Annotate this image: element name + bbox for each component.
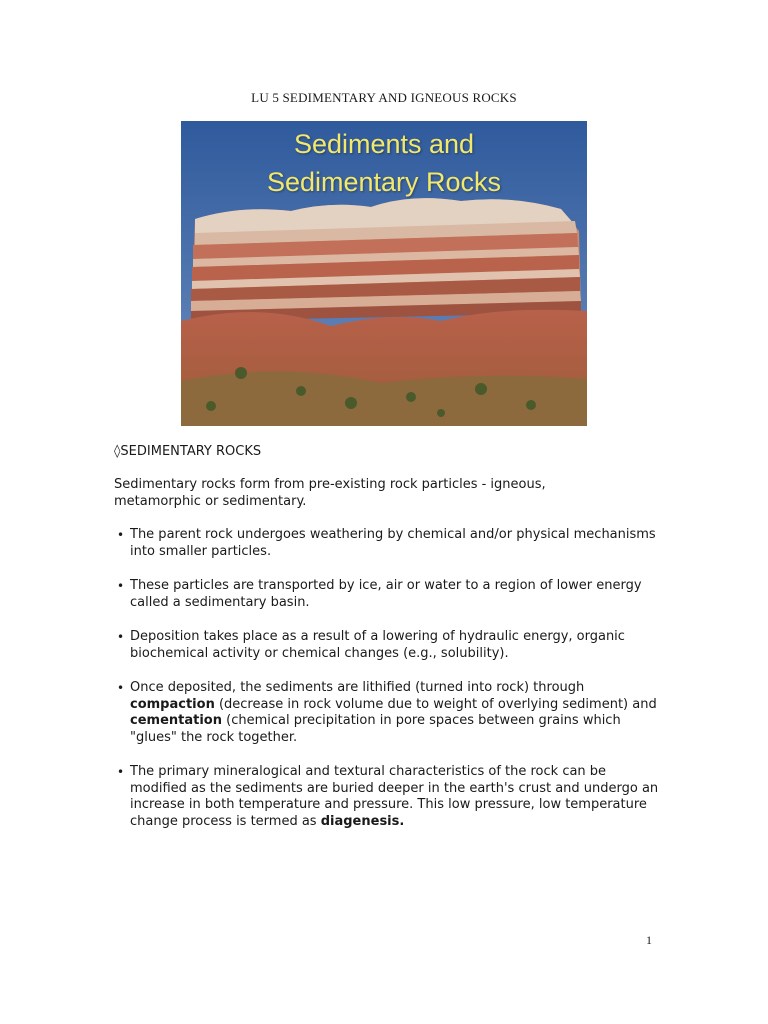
list-item [114,764,659,830]
bullet-text: (chemical precipitation in pore spaces between grains which "glues" the rock together. [130,713,621,745]
bullet-marker: • [117,579,125,593]
sedimentary-rocks-photo [181,121,587,426]
photo-caption [181,125,587,201]
bullet-text: These particles are transported by ice, air or water to a region of lower energy called a sedimentary basin. [130,578,642,610]
term-diagenesis: diagenesis. [320,813,405,829]
bullet-marker: • [117,681,125,695]
list-item [114,629,659,662]
bullet-list [114,527,659,848]
list-item [114,578,659,611]
list-item [114,680,659,746]
page-number: 1 [646,933,652,947]
intro-paragraph: Sedimentary rocks form from pre-existing rock particles - igneous, metamorphic or sedimentary. [114,477,546,509]
page-title: LU 5 SEDIMENTARY AND IGNEOUS ROCKS [251,90,517,105]
bullet-marker: • [117,630,125,644]
bullet-marker: • [117,765,125,779]
bullet-text: (decrease in rock volume due to weight of overlying sediment) and [214,696,657,712]
bullet-text: The primary mineralogical and textural characteristics of the rock can be modified as the sediments are buried deeper in the earth's crust and undergo an increase in both temperature and pressure. This low pressure, low temperature change process is termed as [130,764,659,829]
photo-caption-line-1: Sediments and [293,129,475,159]
photo-caption-line-2: Sedimentary Rocks [266,167,502,197]
bullet-text: Once deposited, the sediments are lithified (turned into rock) through [130,680,585,695]
term-cementation: cementation [130,713,222,728]
bullet-text: The parent rock undergoes weathering by chemical and/or physical mechanisms into smaller particles. [130,527,656,559]
bullet-text: Deposition takes place as a result of a lowering of hydraulic energy, organic biochemical activity or chemical changes (e.g., solubility). [130,629,625,661]
bullet-marker: • [117,528,125,542]
term-compaction: compaction [130,696,215,712]
list-item [114,527,659,560]
section-heading: ◊SEDIMENTARY ROCKS [114,444,262,459]
